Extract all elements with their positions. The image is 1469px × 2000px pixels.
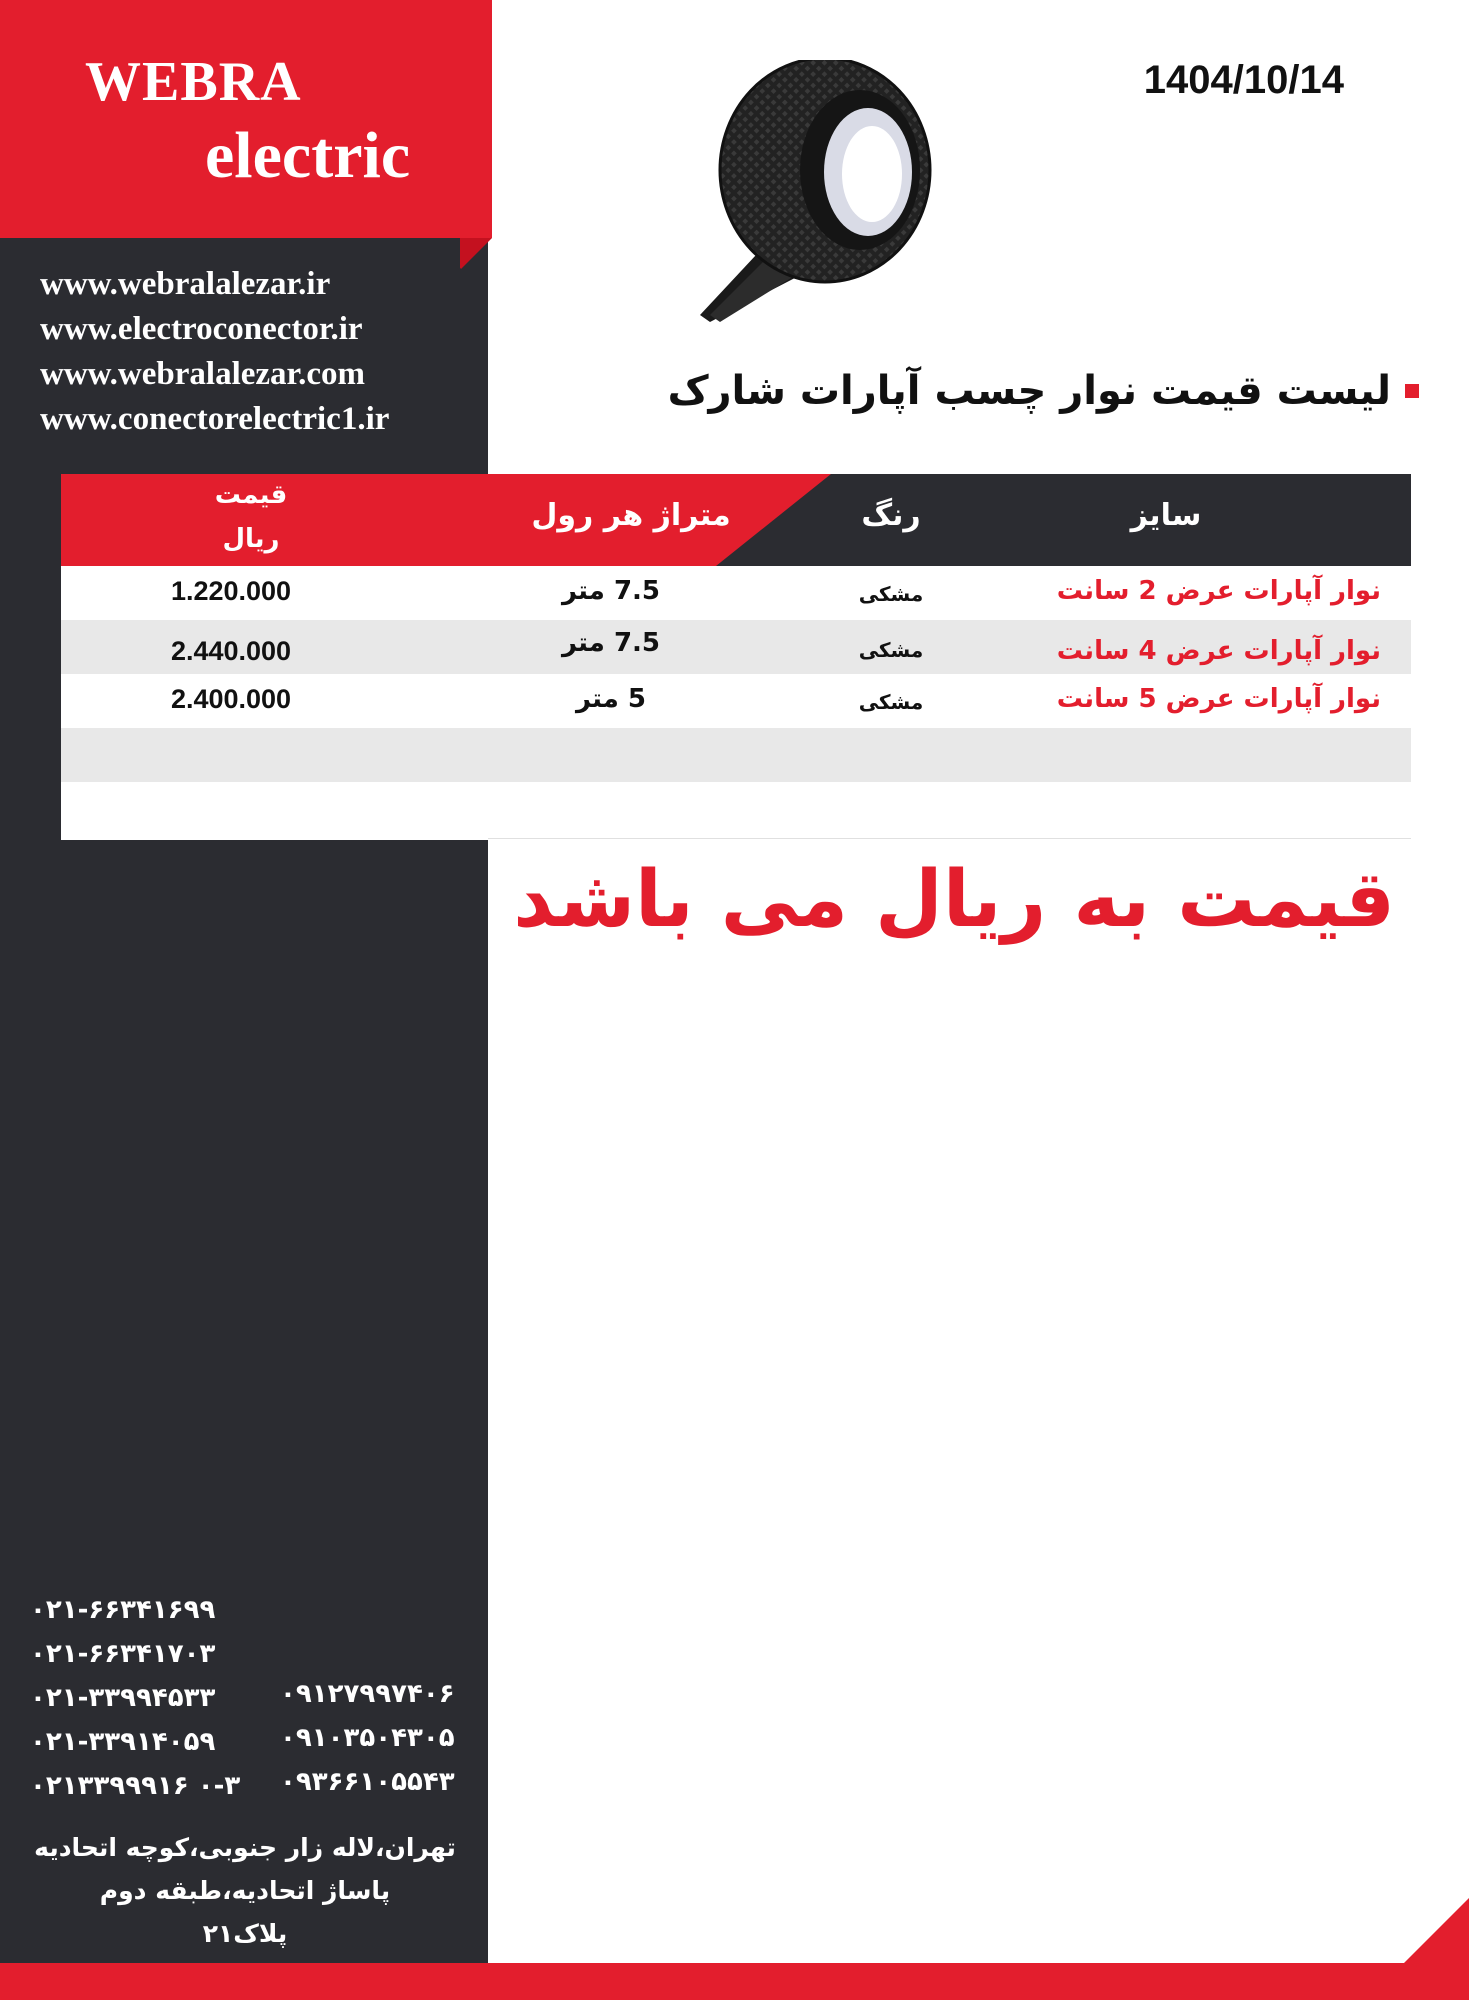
address-line: تهران،لاله زار جنوبی،کوچه اتحادیه <box>34 1833 456 1862</box>
table-row <box>61 674 1411 728</box>
page-title: لیست قیمت نوار چسب آپارات شارک <box>667 368 1391 414</box>
row-color: مشکی <box>858 638 924 662</box>
brand-name: WEBRA <box>85 51 302 113</box>
phone-number[interactable]: ۰۹۳۶۶۱۰۵۵۴۳ <box>280 1767 455 1797</box>
website-link[interactable]: www.conectorelectric1.ir <box>40 401 390 437</box>
table-row <box>61 620 1411 674</box>
sidebar-arrow-decoration <box>458 265 488 345</box>
row-length: 7.5 متر <box>562 628 660 658</box>
mobile-phone-list <box>280 1672 455 1804</box>
price-list-date: 1404/10/14 <box>1143 58 1344 102</box>
store-address <box>20 1826 470 1955</box>
header-length: متراژ هر رول <box>531 498 731 533</box>
header-price-unit: ریال <box>222 524 280 554</box>
website-list <box>40 262 389 442</box>
row-price: 1.220.000 <box>170 576 292 606</box>
row-size: نوار آپارات عرض 4 سانت <box>1056 636 1381 666</box>
phone-number[interactable]: ۰۲۱۳۳۹۹۹۱۶ ۰-۳ <box>30 1771 241 1801</box>
row-price: 2.440.000 <box>170 636 292 666</box>
table-header <box>61 474 1411 566</box>
divider <box>488 838 1411 839</box>
corner-accent-decoration <box>1404 1898 1469 1963</box>
landline-phone-list <box>30 1588 240 1808</box>
page-title-row <box>668 368 1419 414</box>
website-link[interactable]: www.webralalezar.com <box>40 356 366 392</box>
phone-number[interactable]: ۰۲۱-۶۶۳۴۱۷۰۳ <box>30 1639 216 1669</box>
phone-number[interactable]: ۰۹۱۰۳۵۰۴۳۰۵ <box>280 1723 455 1753</box>
price-currency-note: قیمت به ریال می باشد <box>513 855 1395 945</box>
phone-number[interactable]: ۰۲۱-۳۳۹۱۴۰۵۹ <box>30 1727 216 1757</box>
phone-number[interactable]: ۰۲۱-۶۶۳۴۱۶۹۹ <box>30 1595 216 1625</box>
table-row-empty <box>61 728 1411 782</box>
row-size: نوار آپارات عرض 2 سانت <box>1056 576 1381 606</box>
price-table <box>61 474 1411 840</box>
row-length: 5 متر <box>575 684 647 714</box>
brand-subtitle: electric <box>205 119 411 192</box>
header-price: قیمت <box>214 480 288 510</box>
tape-roll-image <box>700 60 940 325</box>
row-size: نوار آپارات عرض 5 سانت <box>1056 684 1381 714</box>
address-line: پلاک۲۱ <box>202 1919 288 1948</box>
website-link[interactable]: www.webralalezar.ir <box>40 266 331 302</box>
title-bullet-icon <box>1405 384 1419 398</box>
row-color: مشکی <box>858 582 924 606</box>
bottom-accent-bar <box>0 1963 1469 2000</box>
table-row <box>61 566 1411 620</box>
header-size: سایز <box>1130 498 1202 533</box>
phone-number[interactable]: ۰۹۱۲۷۹۹۷۴۰۶ <box>280 1679 455 1709</box>
row-length: 7.5 متر <box>562 576 660 606</box>
website-link[interactable]: www.electroconector.ir <box>40 311 363 347</box>
phone-number[interactable]: ۰۲۱-۳۳۹۹۴۵۳۳ <box>30 1683 216 1713</box>
header-color: رنگ <box>861 498 921 533</box>
row-price: 2.400.000 <box>170 684 292 714</box>
table-row-empty <box>61 782 1411 836</box>
address-line: پاساژ اتحادیه،طبقه دوم <box>99 1876 391 1905</box>
logo-box <box>0 0 492 238</box>
row-color: مشکی <box>858 690 924 714</box>
